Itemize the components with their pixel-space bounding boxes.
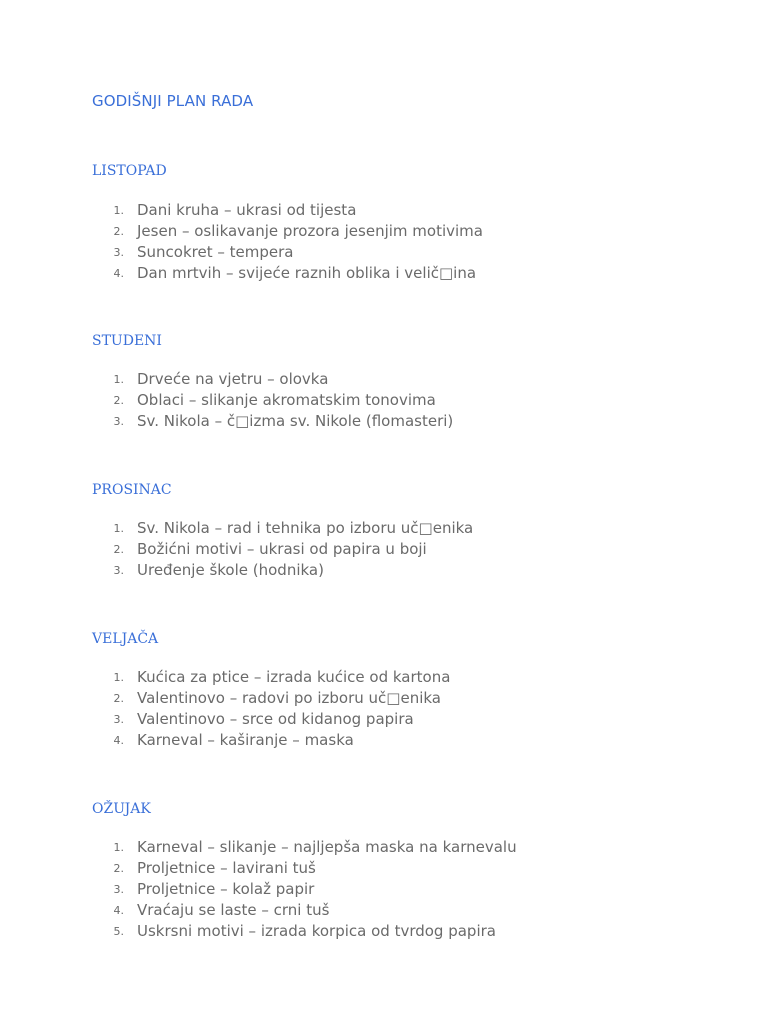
section-listopad (92, 161, 732, 282)
section-heading: LISTOPAD (92, 163, 167, 179)
item-number: 3. (113, 713, 124, 726)
section-heading: OŽUJAK (92, 801, 151, 817)
item-text: Dan mrtvih – svijeće raznih oblika i velič□ina (137, 264, 477, 282)
item-text: Dani kruha – ukrasi od tijesta (137, 201, 357, 219)
item-text: Oblaci – slikanje akromatskim tonovima (137, 391, 436, 409)
section-heading: VELJAČA (92, 631, 159, 647)
section-heading: STUDENI (92, 333, 162, 349)
page-title: GODIŠNJI PLAN RADA (92, 92, 254, 110)
item-number: 3. (113, 883, 124, 896)
item-text: Božićni motivi – ukrasi od papira u boji (137, 540, 427, 558)
item-text: Kućica za ptice – izrada kućice od kartona (137, 668, 451, 686)
item-text: Proljetnice – lavirani tuš (137, 859, 316, 877)
item-number: 5. (113, 925, 124, 938)
item-number: 3. (113, 564, 124, 577)
item-number: 1. (113, 671, 124, 684)
item-number: 2. (113, 225, 124, 238)
item-number: 1. (113, 522, 124, 535)
item-number: 4. (113, 267, 124, 280)
section-ozujak (92, 799, 732, 940)
item-text: Karneval – slikanje – najljepša maska na karnevalu (137, 838, 517, 856)
item-number: 1. (113, 204, 124, 217)
item-text: Jesen – oslikavanje prozora jesenjim motivima (137, 222, 483, 240)
item-number: 2. (113, 543, 124, 556)
section-veljaca (92, 629, 732, 749)
item-text: Valentinovo – radovi po izboru uč□enika (137, 689, 441, 707)
item-text: Uskrsni motivi – izrada korpica od tvrdog papira (137, 922, 496, 940)
item-text: Uređenje škole (hodnika) (137, 561, 324, 579)
item-text: Valentinovo – srce od kidanog papira (137, 710, 414, 728)
item-text: Suncokret – tempera (137, 243, 294, 261)
section-studeni (92, 331, 732, 430)
item-text: Sv. Nikola – rad i tehnika po izboru uč□enika (137, 519, 474, 537)
item-number: 1. (113, 841, 124, 854)
item-number: 2. (113, 394, 124, 407)
item-number: 3. (113, 246, 124, 259)
item-number: 4. (113, 734, 124, 747)
item-text: Sv. Nikola – č□izma sv. Nikole (flomasteri) (137, 412, 454, 430)
item-number: 3. (113, 415, 124, 428)
item-number: 4. (113, 904, 124, 917)
item-text: Vraćaju se laste – crni tuš (137, 901, 330, 919)
item-number: 2. (113, 692, 124, 705)
item-text: Drveće na vjetru – olovka (137, 370, 329, 388)
item-text: Proljetnice – kolaž papir (137, 880, 315, 898)
section-prosinac (92, 480, 732, 579)
item-number: 2. (113, 862, 124, 875)
item-number: 1. (113, 373, 124, 386)
item-text: Karneval – kaširanje – maska (137, 731, 354, 749)
section-heading: PROSINAC (92, 482, 172, 498)
